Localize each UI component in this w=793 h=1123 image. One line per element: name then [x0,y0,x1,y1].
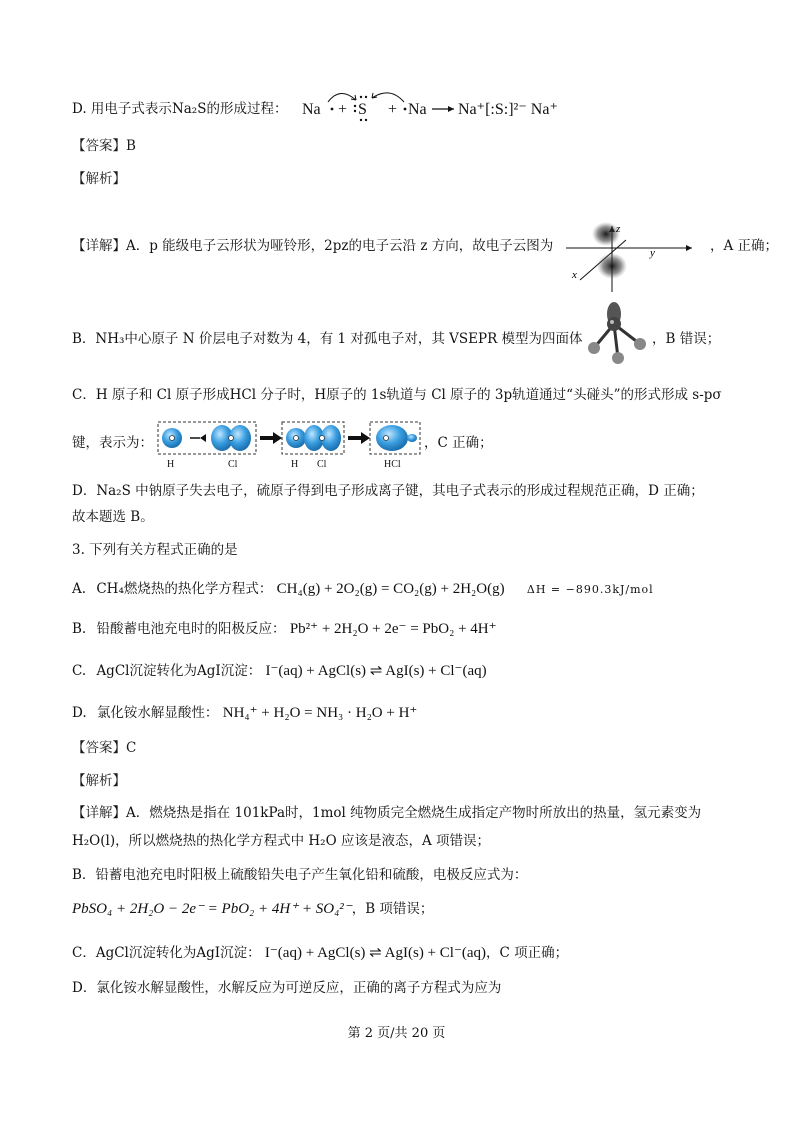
q3-option-d-prefix: D. [72,705,87,721]
option-d-suffix: 的形成过程： [206,101,288,117]
orbital-label-h-2: H [291,459,299,470]
q2-explain-b: B．NH₃中心原子 N 价层电子对数为 4，有 1 对孤电子对，其 VSEPR 模型为四面体 [72,331,583,347]
eq-plus-1: + [338,101,348,118]
p-orbital-figure [566,222,706,294]
eq-dot [331,108,334,111]
q3-option-d [72,704,417,722]
orbital-label-h-1: H [167,459,175,470]
option-d-line [72,100,287,118]
q3-option-a-delta-h: ΔH = −890.3kJ/mol [526,583,654,596]
q3-option-b-text: 铅酸蓄电池充电时的阳极反应： [96,621,286,637]
q3-option-a-text: CH₄燃烧热的热化学方程式： [96,581,273,597]
q3-explain-c-text: C．AgCl沉淀转化为AgI沉淀： [72,945,261,961]
q2-explain-c-end: ，C 正确； [424,435,493,451]
q3-option-a-equation: CH₄(g) + 2O₂(g) = CO₂(g) + 2H₂O(g) [276,581,505,597]
eq-na-left: Na [302,101,321,118]
eq-dot [404,108,407,111]
orbital-label-cl-1: Cl [228,459,238,470]
eq-s: S [358,101,367,118]
q2-explain-d: D．Na₂S 中钠原子失去电子，硫原子得到电子形成离子键，其电子式表示的形成过程规范正确，D 正确； [72,483,704,499]
q2-answer: 【答案】B [72,138,136,154]
q3-explain-c-equation: I⁻(aq) + AgCl(s) ⇌ AgI(s) + Cl⁻(aq) [264,945,487,961]
q3-explain-a-2: H₂O(l)，所以燃烧热的热化学方程式中 H₂O 应该是液态，A 项错误； [72,833,490,849]
q3-explain-a-1: 【详解】A．燃烧热是指在 101kPa时，1mol 纯物质完全燃烧生成指定产物时所放出的热量，氢元素变为 [72,805,702,821]
s-p-sigma-bond-diagram [156,418,422,472]
q3-option-a [72,580,654,599]
q3-explain-c [72,944,568,962]
q3-option-c-equation: I⁻(aq) + AgCl(s) ⇌ AgI(s) + Cl⁻(aq) [265,663,487,679]
q3-answer: 【答案】C [72,740,137,756]
q3-option-d-text: 氯化铵水解显酸性： [96,705,219,721]
page-footer: 第 2 页/共 20 页 [347,1026,446,1041]
q2-explain-b-end: ，B 错误； [652,331,721,347]
q2-explain-c-1: C．H 原子和 Cl 原子形成HCl 分子时，H原子的 1s轨道与 Cl 原子的 3p轨道通过“头碰头”的形式形成 s-pσ [72,387,722,403]
q3-stem: 3. 下列有关方程式正确的是 [72,542,238,558]
q3-explain-b-2 [72,900,433,918]
q3-option-d-equation: NH₄⁺ + H₂O = NH₃ · H₂O + H⁺ [222,705,418,721]
q3-explain-b-1: B．铅蓄电池充电时阳极上硫酸铅失电子产生氧化铅和硫酸，电极反应式为： [72,867,528,883]
q3-explain-b-equation: PbSO₄ + 2H₂O − 2e⁻ = PbO₂ + 4H⁺ + SO₄²⁻ [72,901,352,917]
q3-explain-b-end: ，B 项错误； [351,901,434,917]
orbital-lobe-lower [597,253,627,279]
q3-option-b-prefix: B. [72,621,87,637]
q3-explain-c-end: ，C 项正确； [486,945,569,961]
q3-option-c-prefix: C. [72,663,87,679]
vsepr-tetrahedral-model [580,300,650,366]
eq-na-right: Na [408,101,427,118]
q2-explain-a [72,237,553,255]
eq-product: Na⁺[:S:]²⁻ Na⁺ [458,101,558,118]
z-label: z [616,223,621,235]
q3-option-b [72,620,497,638]
x-label: x [572,269,577,281]
orbital-label-cl-2: Cl [317,459,327,470]
option-d-formula: Na₂S [171,101,207,117]
q3-analysis-label: 【解析】 [72,773,126,789]
q2-explain-c-2: 键，表示为： [72,435,153,451]
q3-explain-d: D．氯化铵水解显酸性，水解反应为可逆反应，正确的离子方程式为应为 [72,980,502,996]
q3-option-a-prefix: A. [72,581,87,597]
q2-analysis-label: 【解析】 [72,171,126,187]
q3-option-c-text: AgCl沉淀转化为AgI沉淀： [96,663,262,679]
orbital-label-hcl: HCl [384,459,401,470]
option-d-prefix: D. 用电子式表示 [72,101,172,117]
q2-explain-a-end: ，A 正确； [710,238,779,254]
eq-plus-2: + [388,101,398,118]
q3-option-b-equation: Pb²⁺ + 2H₂O + 2e⁻ = PbO₂ + 4H⁺ [289,621,497,637]
na2s-formation-equation [300,84,600,128]
q2-conclusion: 故本题选 B。 [72,509,154,525]
y-label: y [650,247,655,259]
q3-option-c [72,662,487,680]
q2-explain-a-text: 【详解】A．p 能级电子云形状为哑铃形，2pz的电子云沿 z 方向，故电子云图为 [72,238,554,254]
